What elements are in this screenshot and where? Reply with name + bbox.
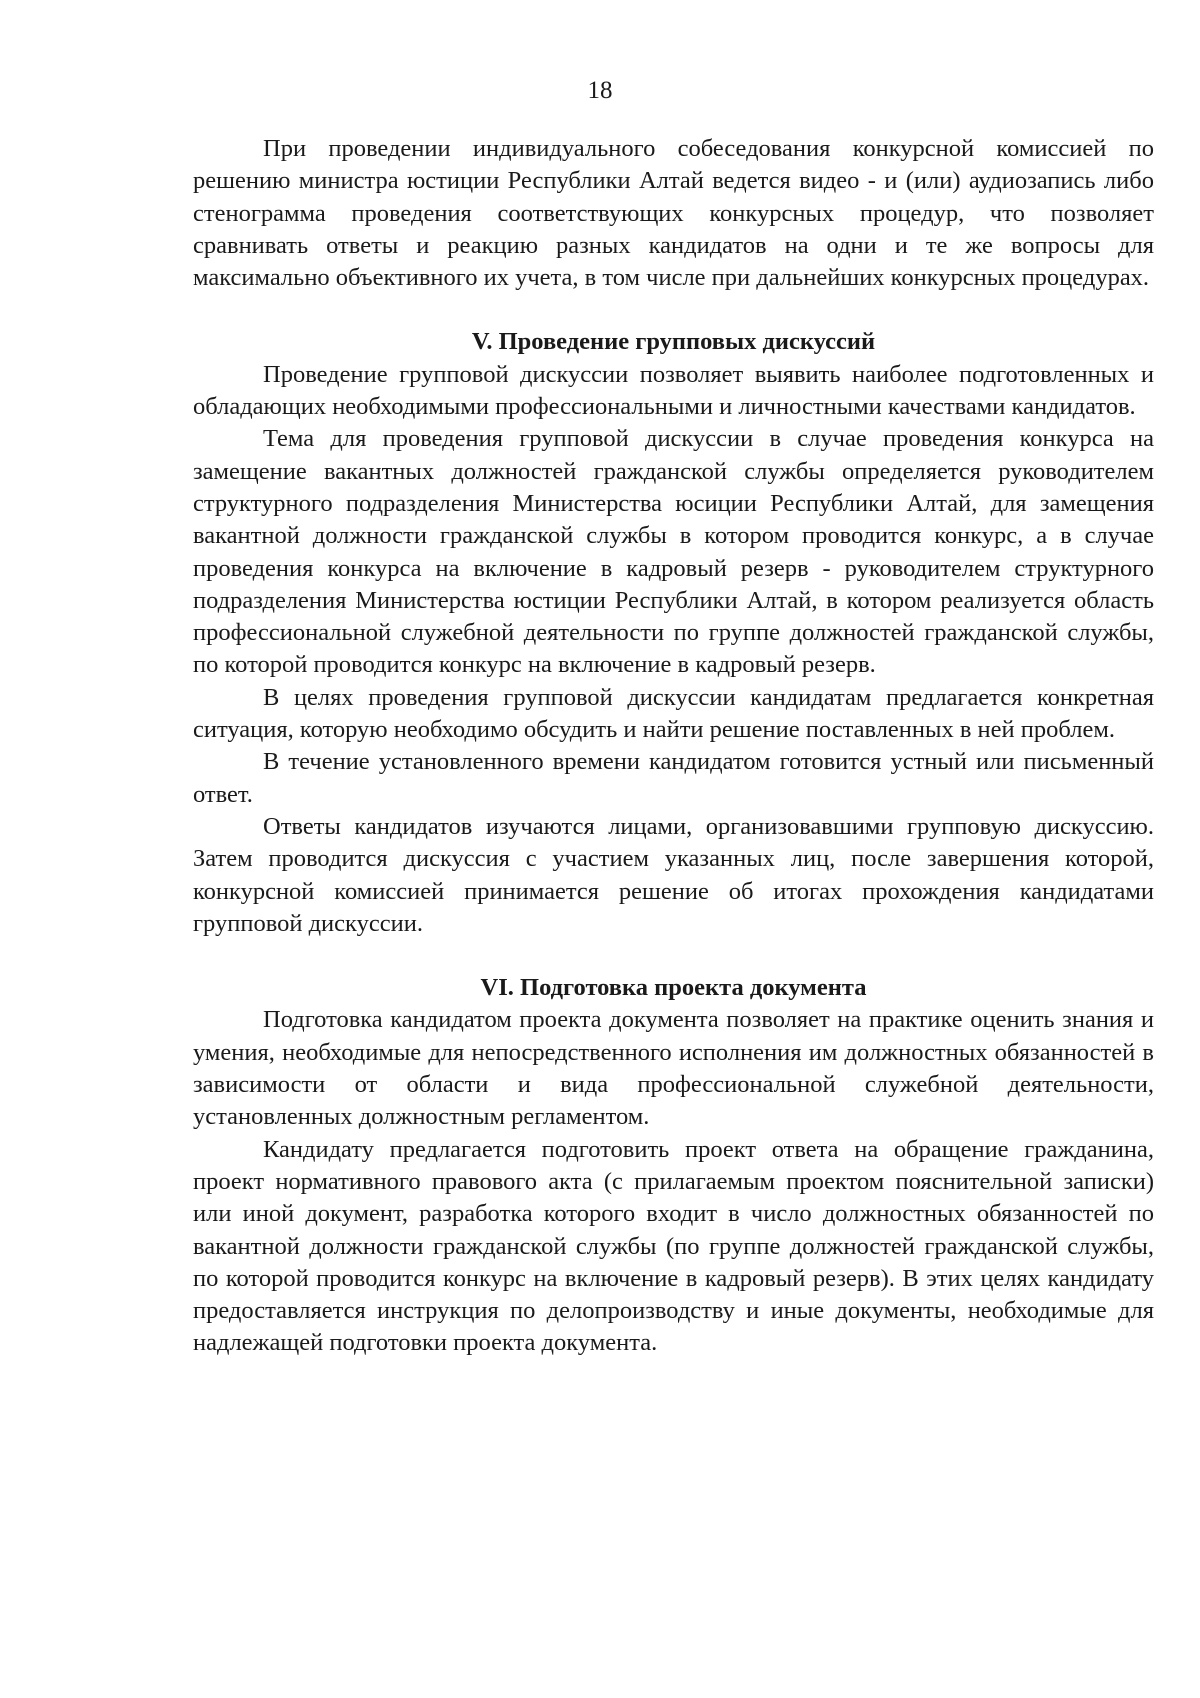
section-5-paragraph: Проведение групповой дискуссии позволяет выявить наиболее подготовленных и обладающих необходимыми профессиональными и личностными качествами кандидатов. — [193, 360, 1154, 421]
section-spacer — [193, 940, 1154, 972]
intro-paragraph: При проведении индивидуального собеседования конкурсной комиссией по решению министра юстиции Республики Алтай ведется видео - и (или) аудиозапись либо стенограмма проведения соответствующих конкурсных процедур, что позволяет сравнивать ответы и реакцию разных кандидатов на одни и те же вопросы для максимально объективного их учета, в том числе при дальнейших конкурсных процедурах. — [193, 135, 1154, 292]
document-body — [193, 133, 1154, 1360]
page-number: 18 — [587, 77, 613, 104]
section-spacer — [193, 294, 1154, 326]
section-5-paragraph: Ответы кандидатов изучаются лицами, организовавшими групповую дискуссию. Затем проводится дискуссия с участием указанных лиц, после завершения которой, конкурсной комиссией принимается решение об итогах прохождения кандидатами групповой дискуссии. — [193, 812, 1154, 937]
section-5-paragraph: Тема для проведения групповой дискуссии в случае проведения конкурса на замещение вакантных должностей гражданской службы определяется руководителем структурного подразделения Министерства юсиции Республики Алтай, для замещения вакантной должности гражданской службы в котором проводится конкурс, а в случае проведения конкурса на включение в кадровый резерв - руководителем структурного подразделения Министерства юстиции Республики Алтай, в котором реализуется область профессиональной служебной деятельности по группе должностей гражданской службы, по которой проводится конкурс на включение в кадровый резерв. — [193, 425, 1154, 679]
section-5-paragraph: В течение установленного времени кандидатом готовится устный или письменный ответ. — [193, 748, 1154, 808]
section-6-paragraph: Подготовка кандидатом проекта документа позволяет на практике оценить знания и умения, необходимые для непосредственного исполнения им должностных обязанностей в зависимости от области и вида профессиональной служебной деятельности, установленных должностным регламентом. — [193, 1006, 1154, 1131]
section-6-paragraph: Кандидату предлагается подготовить проект ответа на обращение гражданина, проект нормативного правового акта (с прилагаемым проектом пояснительной записки) или иной документ, разработка которого входит в число должностных обязанностей по вакантной должности гражданской службы (по группе должностей гражданской службы, по которой проводится конкурс на включение в кадровый резерв). В этих целях кандидату предоставляется инструкция по делопроизводству и иные документы, необходимые для надлежащей подготовки проекта документа. — [193, 1135, 1154, 1357]
section-5-heading: V. Проведение групповых дискуссий — [471, 328, 876, 356]
section-6-heading: VI. Подготовка проекта документа — [480, 974, 867, 1002]
section-5-paragraph: В целях проведения групповой дискуссии кандидатам предлагается конкретная ситуация, которую необходимо обсудить и найти решение поставленных в ней проблем. — [193, 683, 1154, 744]
